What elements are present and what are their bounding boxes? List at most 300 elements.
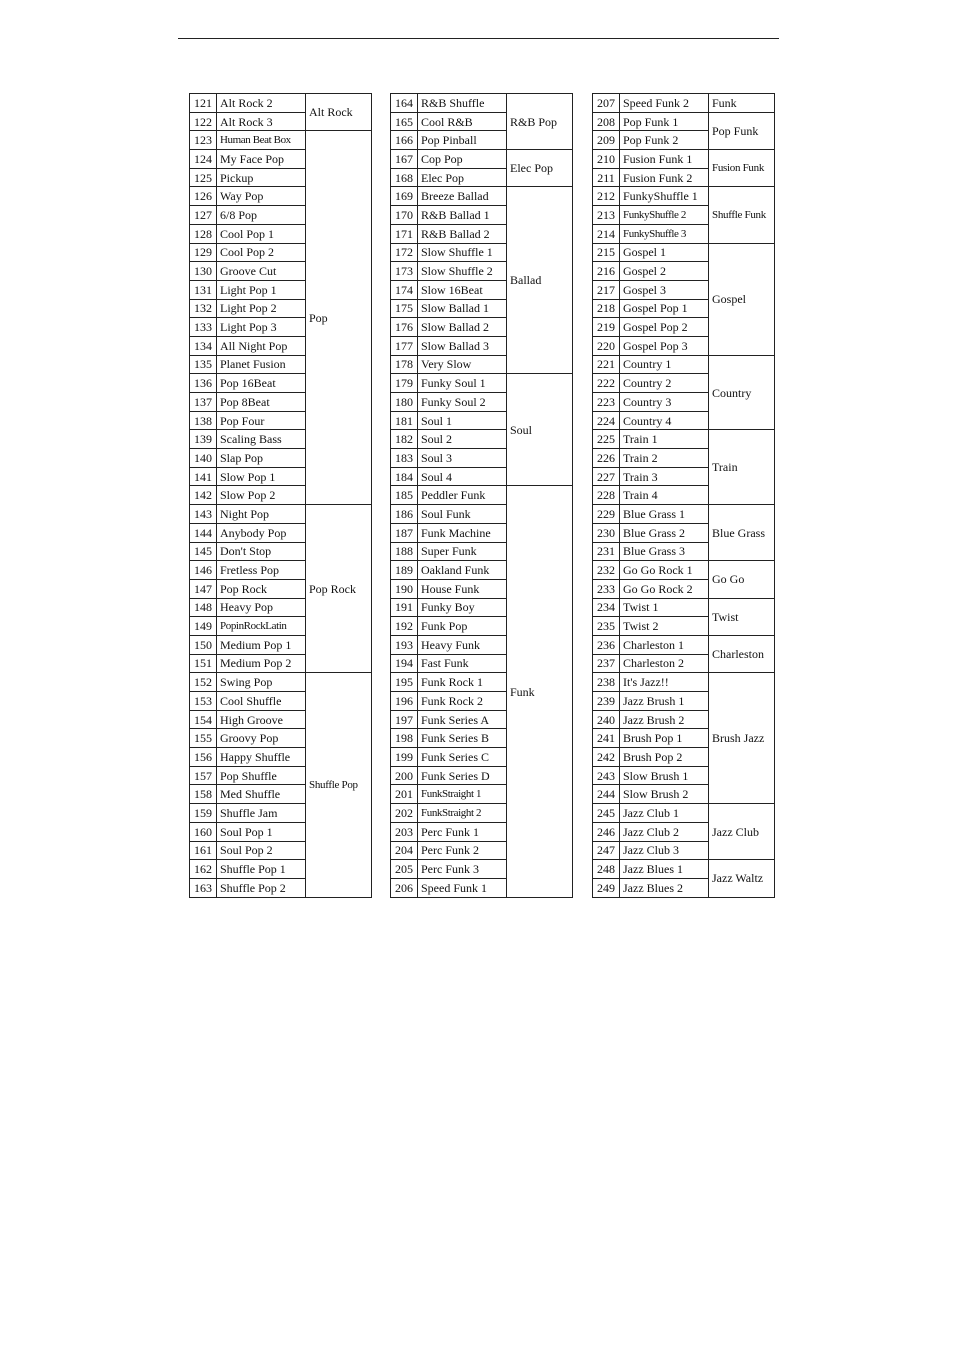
style-name: Fusion Funk 2 [620, 168, 709, 187]
style-number: 139 [190, 430, 217, 449]
style-name: Perc Funk 3 [418, 860, 507, 879]
style-number: 142 [190, 486, 217, 505]
style-number: 170 [391, 206, 418, 225]
style-number: 208 [593, 112, 620, 131]
style-name: Slow Shuffle 1 [418, 243, 507, 262]
style-name: Country 3 [620, 393, 709, 412]
style-table-2 [390, 93, 573, 898]
style-name: Soul 1 [418, 411, 507, 430]
style-name: Charleston 2 [620, 654, 709, 673]
table-row [593, 673, 775, 692]
style-name: Slow Brush 1 [620, 766, 709, 785]
style-name: Scaling Bass [217, 430, 306, 449]
style-number: 141 [190, 467, 217, 486]
style-name: Gospel 2 [620, 262, 709, 281]
style-number: 174 [391, 280, 418, 299]
style-number: 232 [593, 561, 620, 580]
header-rule [178, 38, 779, 39]
style-name: Soul Pop 1 [217, 822, 306, 841]
style-name: Speed Funk 2 [620, 94, 709, 113]
style-name: FunkStraight 1 [418, 785, 507, 804]
style-group: Jazz Club [709, 804, 775, 860]
style-number: 153 [190, 692, 217, 711]
style-number: 173 [391, 262, 418, 281]
style-number: 231 [593, 542, 620, 561]
style-group: Ballad [507, 187, 573, 374]
style-name: Funk Series D [418, 766, 507, 785]
style-number: 148 [190, 598, 217, 617]
table-row [593, 355, 775, 374]
style-group: Pop [306, 131, 372, 505]
style-name: Slow Ballad 2 [418, 318, 507, 337]
style-name: Happy Shuffle [217, 748, 306, 767]
style-name: Funk Series A [418, 710, 507, 729]
style-number: 218 [593, 299, 620, 318]
style-group: Charleston [709, 635, 775, 672]
style-number: 162 [190, 860, 217, 879]
style-number: 149 [190, 617, 217, 636]
style-number: 160 [190, 822, 217, 841]
style-name: Planet Fusion [217, 355, 306, 374]
style-number: 237 [593, 654, 620, 673]
style-name: Pop 16Beat [217, 374, 306, 393]
style-number: 135 [190, 355, 217, 374]
style-name: Night Pop [217, 505, 306, 524]
style-name: Slow Ballad 1 [418, 299, 507, 318]
style-number: 223 [593, 393, 620, 412]
style-name: R&B Ballad 2 [418, 224, 507, 243]
style-number: 197 [391, 710, 418, 729]
style-name: Slow 16Beat [418, 280, 507, 299]
style-name: Funk Rock 2 [418, 692, 507, 711]
style-number: 240 [593, 710, 620, 729]
style-number: 187 [391, 523, 418, 542]
style-name: Shuffle Pop 1 [217, 860, 306, 879]
style-name: Jazz Brush 1 [620, 692, 709, 711]
style-number: 166 [391, 131, 418, 150]
style-number: 225 [593, 430, 620, 449]
style-group: Brush Jazz [709, 673, 775, 804]
style-number: 154 [190, 710, 217, 729]
style-number: 129 [190, 243, 217, 262]
style-number: 146 [190, 561, 217, 580]
style-name: Funk Rock 1 [418, 673, 507, 692]
table-row [593, 804, 775, 823]
style-name: Country 2 [620, 374, 709, 393]
style-number: 195 [391, 673, 418, 692]
style-name: Peddler Funk [418, 486, 507, 505]
style-name: Jazz Club 1 [620, 804, 709, 823]
style-number: 247 [593, 841, 620, 860]
style-name: Heavy Funk [418, 635, 507, 654]
style-number: 188 [391, 542, 418, 561]
style-name: Pop 8Beat [217, 393, 306, 412]
style-number: 224 [593, 411, 620, 430]
style-group: Pop Rock [306, 505, 372, 673]
style-name: Perc Funk 1 [418, 822, 507, 841]
style-number: 204 [391, 841, 418, 860]
style-name: Train 4 [620, 486, 709, 505]
style-group: Funk [507, 486, 573, 897]
style-number: 164 [391, 94, 418, 113]
style-name: Oakland Funk [418, 561, 507, 580]
style-number: 219 [593, 318, 620, 337]
style-number: 144 [190, 523, 217, 542]
style-name: Funk Series C [418, 748, 507, 767]
table-row [391, 486, 573, 505]
table-row [190, 131, 372, 150]
style-name: Brush Pop 1 [620, 729, 709, 748]
style-name: Breeze Ballad [418, 187, 507, 206]
style-number: 229 [593, 505, 620, 524]
style-number: 169 [391, 187, 418, 206]
style-name: Charleston 1 [620, 635, 709, 654]
style-group: Pop Funk [709, 112, 775, 149]
style-name: Pop Rock [217, 579, 306, 598]
style-name: Soul Funk [418, 505, 507, 524]
style-name: Cool Pop 1 [217, 224, 306, 243]
style-number: 221 [593, 355, 620, 374]
style-name: Go Go Rock 2 [620, 579, 709, 598]
style-name: Slow Brush 2 [620, 785, 709, 804]
style-number: 203 [391, 822, 418, 841]
style-name: Jazz Blues 2 [620, 878, 709, 897]
style-number: 202 [391, 804, 418, 823]
style-group: Shuffle Funk [709, 187, 775, 243]
style-name: Funk Series B [418, 729, 507, 748]
style-name: Alt Rock 3 [217, 112, 306, 131]
style-number: 133 [190, 318, 217, 337]
style-number: 207 [593, 94, 620, 113]
style-number: 140 [190, 449, 217, 468]
style-name: Pop Shuffle [217, 766, 306, 785]
style-number: 122 [190, 112, 217, 131]
style-number: 158 [190, 785, 217, 804]
style-number: 138 [190, 411, 217, 430]
style-name: Pop Pinball [418, 131, 507, 150]
style-name: Don't Stop [217, 542, 306, 561]
style-name: Funk Machine [418, 523, 507, 542]
style-number: 161 [190, 841, 217, 860]
style-number: 179 [391, 374, 418, 393]
style-name: Slow Pop 1 [217, 467, 306, 486]
style-number: 132 [190, 299, 217, 318]
style-name: Gospel 3 [620, 280, 709, 299]
style-number: 241 [593, 729, 620, 748]
style-number: 130 [190, 262, 217, 281]
style-number: 226 [593, 449, 620, 468]
style-name: Slap Pop [217, 449, 306, 468]
style-name: My Face Pop [217, 150, 306, 169]
style-number: 182 [391, 430, 418, 449]
style-number: 172 [391, 243, 418, 262]
style-name: Soul 4 [418, 467, 507, 486]
style-number: 245 [593, 804, 620, 823]
style-name: FunkStraight 2 [418, 804, 507, 823]
style-name: Heavy Pop [217, 598, 306, 617]
style-name: Medium Pop 2 [217, 654, 306, 673]
style-name: Cool Shuffle [217, 692, 306, 711]
table-row [593, 243, 775, 262]
style-name: Fast Funk [418, 654, 507, 673]
style-name: Funky Boy [418, 598, 507, 617]
style-name: Pickup [217, 168, 306, 187]
style-number: 234 [593, 598, 620, 617]
style-name: Funky Soul 2 [418, 393, 507, 412]
style-name: Way Pop [217, 187, 306, 206]
style-number: 201 [391, 785, 418, 804]
style-name: Elec Pop [418, 168, 507, 187]
table-row [593, 598, 775, 617]
style-name: Blue Grass 3 [620, 542, 709, 561]
table-row [593, 94, 775, 113]
style-name: Train 3 [620, 467, 709, 486]
style-name: Med Shuffle [217, 785, 306, 804]
style-name: Alt Rock 2 [217, 94, 306, 113]
style-name: R&B Ballad 1 [418, 206, 507, 225]
style-name: FunkyShuffle 2 [620, 206, 709, 225]
style-number: 151 [190, 654, 217, 673]
style-name: Cop Pop [418, 150, 507, 169]
style-name: Light Pop 1 [217, 280, 306, 299]
style-group: Twist [709, 598, 775, 635]
style-number: 121 [190, 94, 217, 113]
style-number: 217 [593, 280, 620, 299]
style-name: Brush Pop 2 [620, 748, 709, 767]
style-number: 205 [391, 860, 418, 879]
style-number: 242 [593, 748, 620, 767]
style-group: Country [709, 355, 775, 430]
style-number: 212 [593, 187, 620, 206]
style-name: Slow Shuffle 2 [418, 262, 507, 281]
style-number: 125 [190, 168, 217, 187]
style-name: Anybody Pop [217, 523, 306, 542]
style-number: 190 [391, 579, 418, 598]
style-number: 200 [391, 766, 418, 785]
style-number: 192 [391, 617, 418, 636]
style-number: 215 [593, 243, 620, 262]
style-number: 211 [593, 168, 620, 187]
style-name: Human Beat Box [217, 131, 306, 150]
style-name: PopinRockLatin [217, 617, 306, 636]
style-name: Country 4 [620, 411, 709, 430]
style-group: Funk [709, 94, 775, 113]
style-number: 123 [190, 131, 217, 150]
style-name: FunkyShuffle 3 [620, 224, 709, 243]
style-name: High Groove [217, 710, 306, 729]
style-number: 198 [391, 729, 418, 748]
table-row [593, 150, 775, 169]
table-row [593, 860, 775, 879]
style-name: Swing Pop [217, 673, 306, 692]
style-number: 239 [593, 692, 620, 711]
style-number: 124 [190, 150, 217, 169]
style-name: Twist 2 [620, 617, 709, 636]
style-name: Slow Ballad 3 [418, 336, 507, 355]
style-name: Blue Grass 1 [620, 505, 709, 524]
style-name: Soul 2 [418, 430, 507, 449]
style-group: Fusion Funk [709, 150, 775, 187]
table-row [593, 112, 775, 131]
style-name: Light Pop 2 [217, 299, 306, 318]
table-row [593, 505, 775, 524]
style-name: Twist 1 [620, 598, 709, 617]
style-number: 209 [593, 131, 620, 150]
style-number: 183 [391, 449, 418, 468]
style-number: 137 [190, 393, 217, 412]
style-number: 159 [190, 804, 217, 823]
style-number: 206 [391, 878, 418, 897]
style-name: Groove Cut [217, 262, 306, 281]
style-name: Go Go Rock 1 [620, 561, 709, 580]
style-number: 143 [190, 505, 217, 524]
style-number: 127 [190, 206, 217, 225]
table-row [593, 187, 775, 206]
style-number: 213 [593, 206, 620, 225]
style-name: House Funk [418, 579, 507, 598]
style-number: 194 [391, 654, 418, 673]
style-name: Funk Pop [418, 617, 507, 636]
style-name: Medium Pop 1 [217, 635, 306, 654]
style-number: 233 [593, 579, 620, 598]
style-number: 152 [190, 673, 217, 692]
style-number: 199 [391, 748, 418, 767]
style-group: Blue Grass [709, 505, 775, 561]
style-number: 136 [190, 374, 217, 393]
style-name: FunkyShuffle 1 [620, 187, 709, 206]
style-number: 131 [190, 280, 217, 299]
style-number: 175 [391, 299, 418, 318]
style-number: 228 [593, 486, 620, 505]
style-name: Gospel Pop 3 [620, 336, 709, 355]
style-group: Train [709, 430, 775, 505]
style-group: Soul [507, 374, 573, 486]
table-row [391, 150, 573, 169]
style-number: 189 [391, 561, 418, 580]
style-name: 6/8 Pop [217, 206, 306, 225]
style-number: 181 [391, 411, 418, 430]
style-group: Gospel [709, 243, 775, 355]
style-number: 222 [593, 374, 620, 393]
style-group: R&B Pop [507, 94, 573, 150]
style-number: 163 [190, 878, 217, 897]
style-number: 150 [190, 635, 217, 654]
style-number: 167 [391, 150, 418, 169]
table-row [190, 505, 372, 524]
style-number: 214 [593, 224, 620, 243]
style-name: Soul Pop 2 [217, 841, 306, 860]
style-number: 147 [190, 579, 217, 598]
style-name: Pop Four [217, 411, 306, 430]
style-table-1 [189, 93, 372, 898]
style-name: Perc Funk 2 [418, 841, 507, 860]
style-number: 177 [391, 336, 418, 355]
style-name: Cool R&B [418, 112, 507, 131]
style-name: Train 2 [620, 449, 709, 468]
style-number: 210 [593, 150, 620, 169]
style-name: It's Jazz!! [620, 673, 709, 692]
style-name: Shuffle Pop 2 [217, 878, 306, 897]
style-number: 196 [391, 692, 418, 711]
style-name: Soul 3 [418, 449, 507, 468]
style-name: Pop Funk 2 [620, 131, 709, 150]
table-row [593, 561, 775, 580]
style-name: Slow Pop 2 [217, 486, 306, 505]
style-number: 145 [190, 542, 217, 561]
style-number: 243 [593, 766, 620, 785]
style-name: Fusion Funk 1 [620, 150, 709, 169]
style-name: Jazz Blues 1 [620, 860, 709, 879]
style-name: Gospel Pop 2 [620, 318, 709, 337]
style-number: 236 [593, 635, 620, 654]
style-number: 165 [391, 112, 418, 131]
style-number: 185 [391, 486, 418, 505]
style-number: 246 [593, 822, 620, 841]
style-name: Funky Soul 1 [418, 374, 507, 393]
style-name: Cool Pop 2 [217, 243, 306, 262]
style-number: 126 [190, 187, 217, 206]
style-group: Alt Rock [306, 94, 372, 131]
style-group: Elec Pop [507, 150, 573, 187]
style-number: 155 [190, 729, 217, 748]
table-row [593, 635, 775, 654]
style-name: Very Slow [418, 355, 507, 374]
style-name: Gospel Pop 1 [620, 299, 709, 318]
style-name: Jazz Club 2 [620, 822, 709, 841]
table-row [391, 374, 573, 393]
style-name: Groovy Pop [217, 729, 306, 748]
style-number: 248 [593, 860, 620, 879]
style-name: Super Funk [418, 542, 507, 561]
style-name: Pop Funk 1 [620, 112, 709, 131]
style-number: 128 [190, 224, 217, 243]
style-table-3 [592, 93, 775, 898]
style-name: Jazz Club 3 [620, 841, 709, 860]
style-number: 168 [391, 168, 418, 187]
style-name: Light Pop 3 [217, 318, 306, 337]
style-name: Gospel 1 [620, 243, 709, 262]
style-name: Shuffle Jam [217, 804, 306, 823]
style-number: 157 [190, 766, 217, 785]
table-row [190, 673, 372, 692]
table-row [391, 94, 573, 113]
table-row [593, 430, 775, 449]
table-row [190, 94, 372, 113]
style-number: 220 [593, 336, 620, 355]
style-number: 230 [593, 523, 620, 542]
style-number: 186 [391, 505, 418, 524]
style-number: 235 [593, 617, 620, 636]
table-row [391, 187, 573, 206]
style-name: Train 1 [620, 430, 709, 449]
style-group: Go Go [709, 561, 775, 598]
style-number: 238 [593, 673, 620, 692]
style-number: 180 [391, 393, 418, 412]
style-number: 227 [593, 467, 620, 486]
style-number: 244 [593, 785, 620, 804]
style-number: 193 [391, 635, 418, 654]
style-group: Jazz Waltz [709, 860, 775, 897]
style-name: Country 1 [620, 355, 709, 374]
style-name: All Night Pop [217, 336, 306, 355]
style-number: 176 [391, 318, 418, 337]
style-name: Speed Funk 1 [418, 878, 507, 897]
style-number: 171 [391, 224, 418, 243]
style-name: R&B Shuffle [418, 94, 507, 113]
style-number: 184 [391, 467, 418, 486]
style-name: Fretless Pop [217, 561, 306, 580]
style-number: 191 [391, 598, 418, 617]
